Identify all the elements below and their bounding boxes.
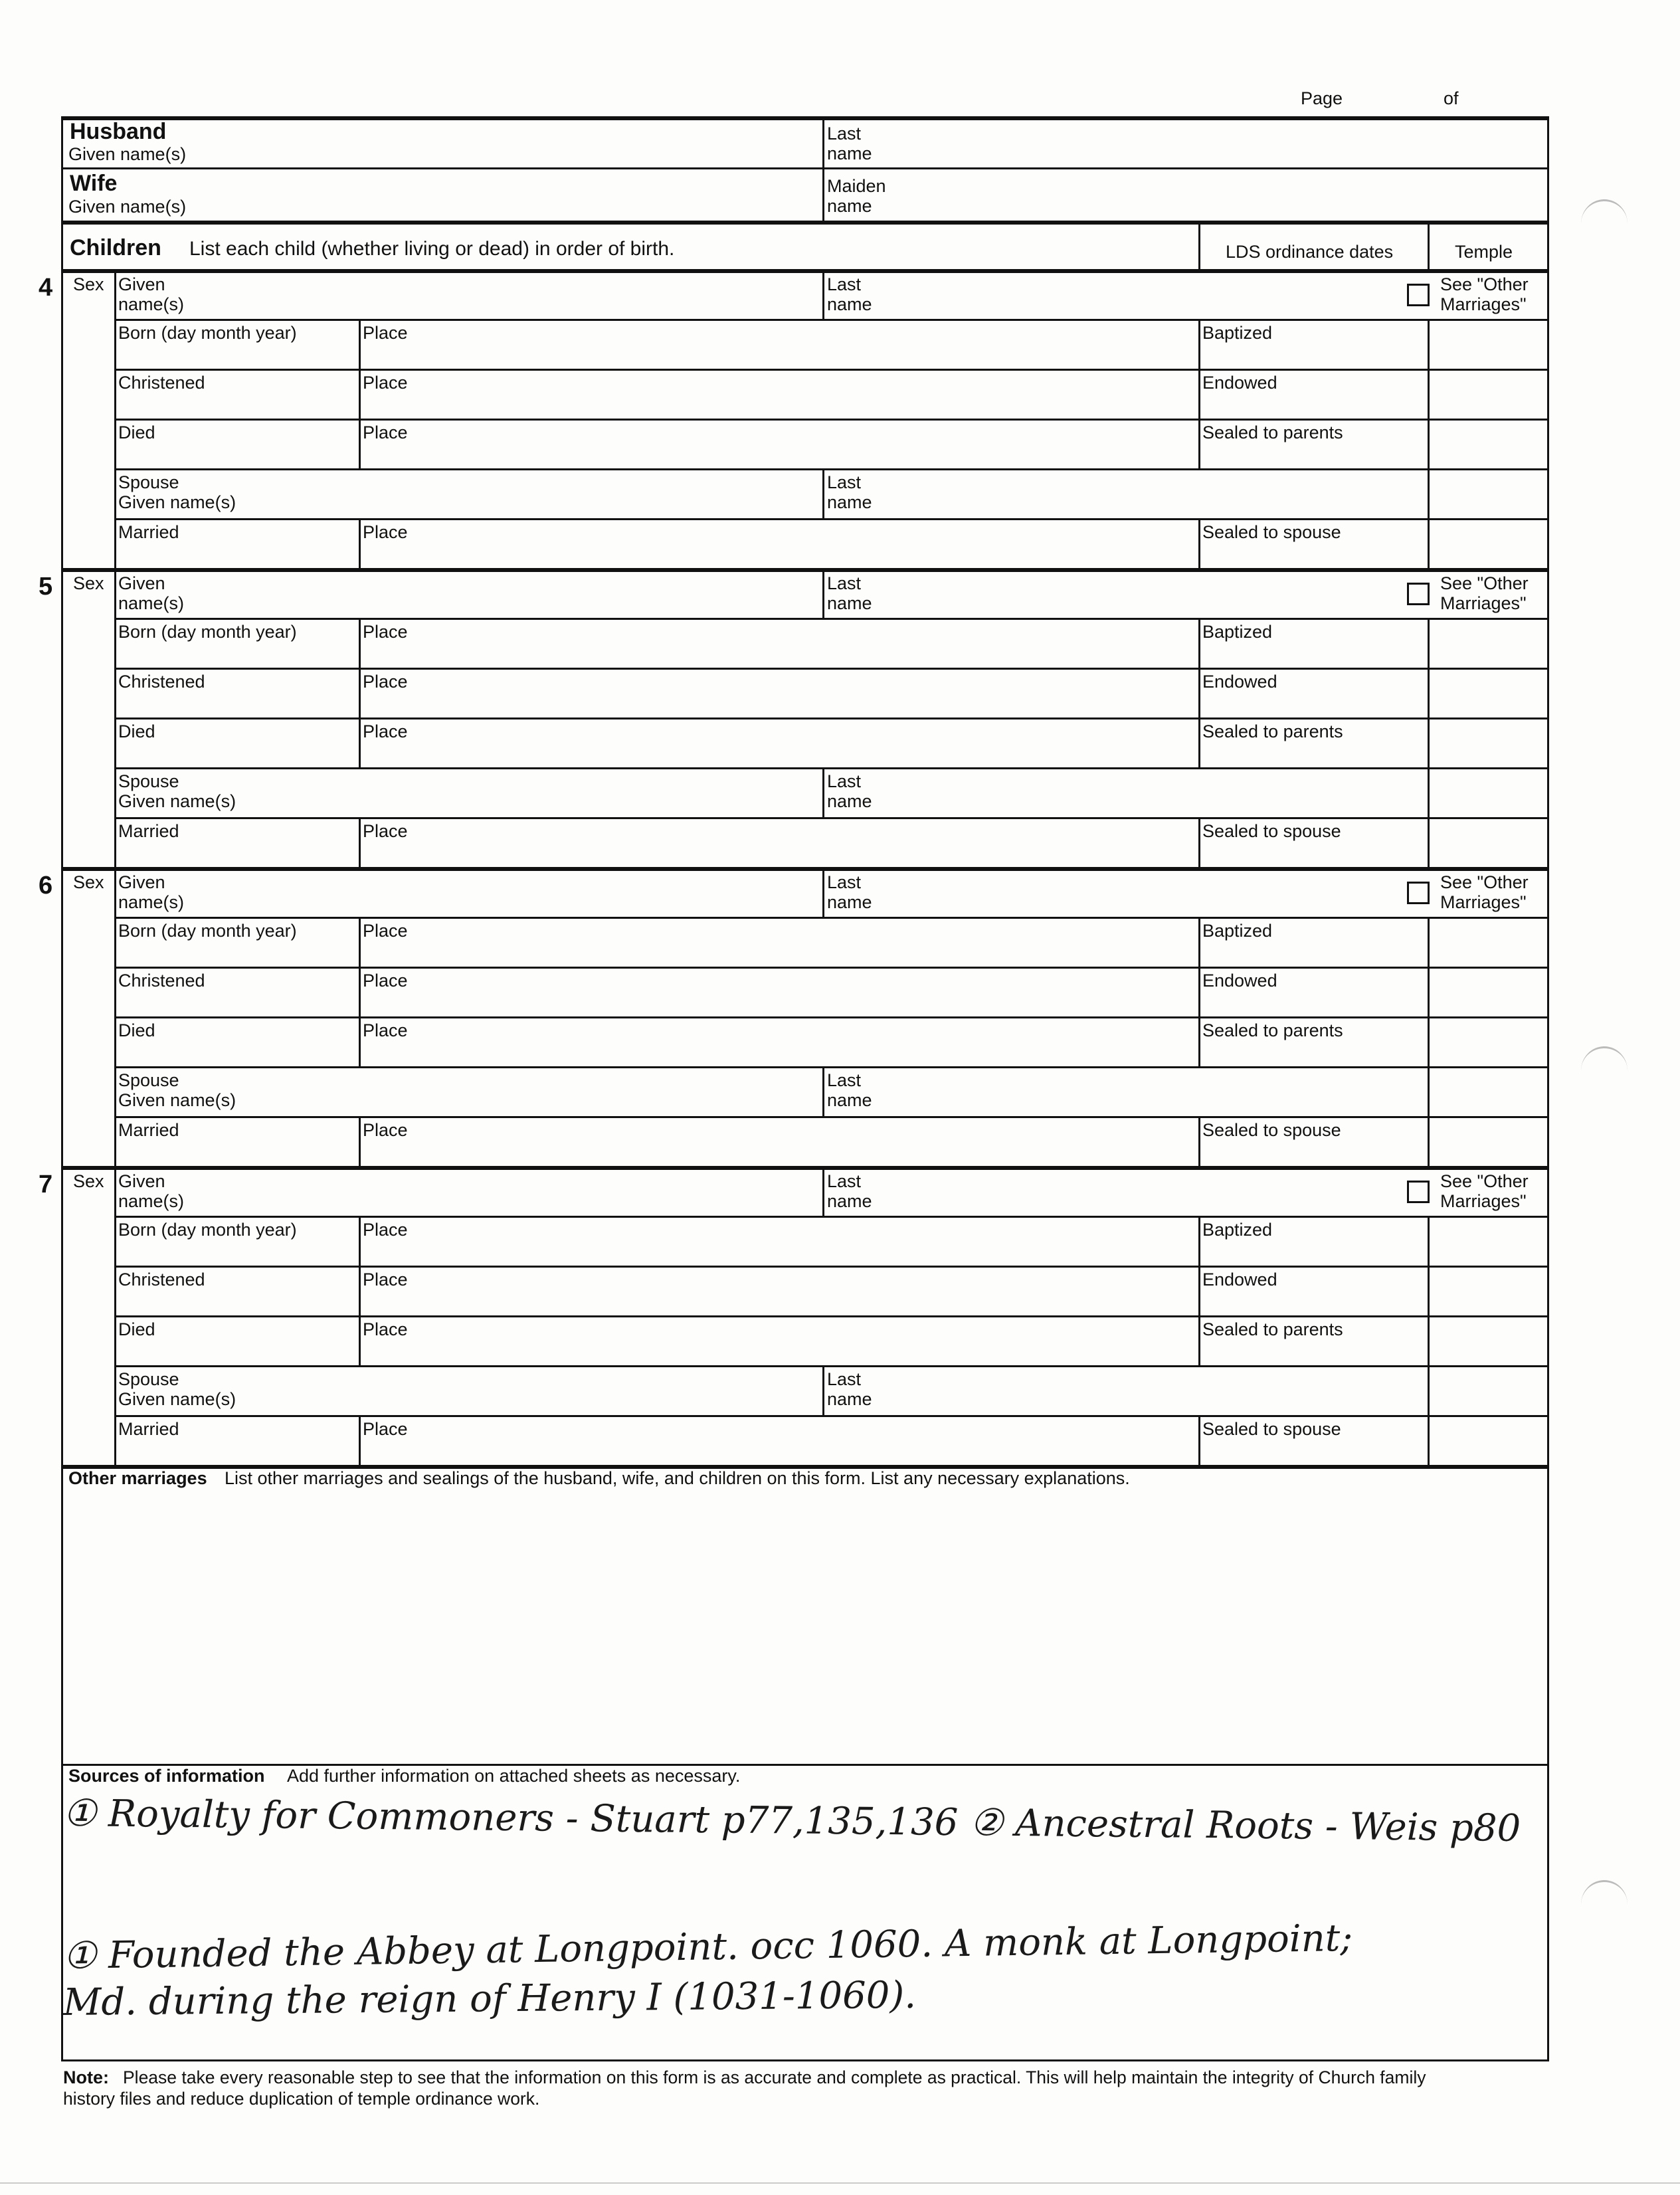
married-label: Married xyxy=(118,1419,179,1439)
other-marriages-instruction: List other marriages and sealings of the husband, wife, and children on this form. List any necessary explanations. xyxy=(225,1468,1130,1488)
given-label-2: name(s) xyxy=(118,1191,185,1211)
place-label: Place xyxy=(363,1419,408,1439)
died-label: Died xyxy=(118,721,155,741)
last-label: Last xyxy=(827,1171,862,1191)
children-title: Children xyxy=(70,235,161,260)
died-label: Died xyxy=(118,1319,155,1339)
place-label: Place xyxy=(363,921,408,941)
last-label-2: name xyxy=(827,892,872,912)
born-label: Born (day month year) xyxy=(118,323,297,343)
given-label: Given xyxy=(118,872,165,892)
married-label: Married xyxy=(118,522,179,542)
sex-label: Sex xyxy=(73,573,104,593)
handwritten-note-line-1: ① Founded the Abbey at Longpoint. occ 1060. A monk at Longpoint; xyxy=(62,1916,1353,1978)
married-label: Married xyxy=(118,821,179,841)
baptized-label: Baptized xyxy=(1202,622,1273,642)
last-label: Last xyxy=(827,872,862,892)
baptized-label: Baptized xyxy=(1202,1220,1273,1240)
note-text-line-2: history files and reduce duplication of temple ordinance work. xyxy=(63,2089,540,2109)
lds-ordinance-label: LDS ordinance dates xyxy=(1226,242,1394,262)
spouse-last-label: Last xyxy=(827,771,862,791)
christened-label: Christened xyxy=(118,373,205,393)
note-text-line-1: Please take every reasonable step to see that the information on this form is as accurate and complete as practical. This will help maintain the integrity of Church family xyxy=(123,2067,1426,2087)
see-other-marriages-checkbox[interactable] xyxy=(1407,284,1430,306)
see-other-marriages-label: See "Other xyxy=(1440,573,1529,593)
husband-last-label: Last xyxy=(827,124,862,143)
baptized-label: Baptized xyxy=(1202,921,1273,941)
given-label: Given xyxy=(118,1171,165,1191)
spouse-label: Spouse xyxy=(118,771,179,791)
born-label: Born (day month year) xyxy=(118,1220,297,1240)
see-other-marriages-label: See "Other xyxy=(1440,274,1529,294)
place-label: Place xyxy=(363,622,408,642)
place-label: Place xyxy=(363,821,408,841)
place-label: Place xyxy=(363,373,408,393)
baptized-label: Baptized xyxy=(1202,323,1273,343)
page-label: Page xyxy=(1301,88,1343,108)
sealed-to-spouse-label: Sealed to spouse xyxy=(1202,821,1341,841)
spouse-last-label-2: name xyxy=(827,1090,872,1110)
wife-title: Wife xyxy=(70,171,118,196)
child-number: 7 xyxy=(39,1171,53,1198)
endowed-label: Endowed xyxy=(1202,971,1277,991)
place-label: Place xyxy=(363,522,408,542)
wife-given-label: Given name(s) xyxy=(68,197,187,217)
spouse-last-label: Last xyxy=(827,472,862,492)
sealed-to-spouse-label: Sealed to spouse xyxy=(1202,522,1341,542)
spouse-given-label: Given name(s) xyxy=(118,791,236,811)
see-other-marriages-checkbox[interactable] xyxy=(1407,882,1430,904)
given-label-2: name(s) xyxy=(118,294,185,314)
christened-label: Christened xyxy=(118,971,205,991)
spouse-given-label: Given name(s) xyxy=(118,1090,236,1110)
endowed-label: Endowed xyxy=(1202,1270,1277,1289)
binder-hole-mark xyxy=(1581,199,1628,248)
last-label-2: name xyxy=(827,1191,872,1211)
last-label-2: name xyxy=(827,294,872,314)
place-label: Place xyxy=(363,1319,408,1339)
of-label: of xyxy=(1444,88,1459,108)
sealed-to-parents-label: Sealed to parents xyxy=(1202,1319,1343,1339)
wife-maiden-label: Maiden xyxy=(827,176,886,196)
married-label: Married xyxy=(118,1120,179,1140)
sources-title: Sources of information xyxy=(68,1766,265,1786)
last-label: Last xyxy=(827,573,862,593)
christened-label: Christened xyxy=(118,672,205,692)
place-label: Place xyxy=(363,323,408,343)
page-bottom-edge xyxy=(0,2182,1680,2184)
see-other-marriages-label: See "Other xyxy=(1440,872,1529,892)
place-label: Place xyxy=(363,672,408,692)
husband-title: Husband xyxy=(70,119,167,144)
children-instruction: List each child (whether living or dead) in order of birth. xyxy=(189,238,675,260)
given-label-2: name(s) xyxy=(118,593,185,613)
christened-label: Christened xyxy=(118,1270,205,1289)
see-other-marriages-checkbox[interactable] xyxy=(1407,1181,1430,1203)
see-other-marriages-checkbox[interactable] xyxy=(1407,583,1430,605)
born-label: Born (day month year) xyxy=(118,622,297,642)
temple-label: Temple xyxy=(1455,242,1513,262)
child-number: 5 xyxy=(39,573,53,601)
given-label: Given xyxy=(118,573,165,593)
died-label: Died xyxy=(118,1020,155,1040)
other-marriages-title: Other marriages xyxy=(68,1468,207,1488)
endowed-label: Endowed xyxy=(1202,373,1277,393)
place-label: Place xyxy=(363,1120,408,1140)
given-label: Given xyxy=(118,274,165,294)
binder-hole-mark xyxy=(1581,1880,1628,1929)
spouse-last-label: Last xyxy=(827,1369,862,1389)
place-label: Place xyxy=(363,423,408,442)
see-other-marriages-label-2: Marriages" xyxy=(1440,593,1527,613)
spouse-label: Spouse xyxy=(118,1070,179,1090)
place-label: Place xyxy=(363,1270,408,1289)
endowed-label: Endowed xyxy=(1202,672,1277,692)
died-label: Died xyxy=(118,423,155,442)
place-label: Place xyxy=(363,971,408,991)
see-other-marriages-label-2: Marriages" xyxy=(1440,892,1527,912)
sealed-to-parents-label: Sealed to parents xyxy=(1202,423,1343,442)
spouse-given-label: Given name(s) xyxy=(118,492,236,512)
husband-last-label-2: name xyxy=(827,143,872,163)
see-other-marriages-label: See "Other xyxy=(1440,1171,1529,1191)
husband-given-label: Given name(s) xyxy=(68,144,187,164)
sex-label: Sex xyxy=(73,872,104,892)
handwritten-source-line-1: ① Royalty for Commoners - Stuart p77,135,136 ② Ancestral Roots - Weis p80 xyxy=(62,1792,1521,1850)
last-label: Last xyxy=(827,274,862,294)
spouse-label: Spouse xyxy=(118,1369,179,1389)
spouse-last-label: Last xyxy=(827,1070,862,1090)
binder-hole-mark xyxy=(1581,1046,1628,1095)
spouse-given-label: Given name(s) xyxy=(118,1389,236,1409)
born-label: Born (day month year) xyxy=(118,921,297,941)
sources-instruction: Add further information on attached sheets as necessary. xyxy=(287,1766,741,1786)
sex-label: Sex xyxy=(73,1171,104,1191)
sealed-to-spouse-label: Sealed to spouse xyxy=(1202,1419,1341,1439)
handwritten-note-line-2: Md. during the reign of Henry I (1031-1060). xyxy=(62,1973,917,2024)
spouse-last-label-2: name xyxy=(827,791,872,811)
see-other-marriages-label-2: Marriages" xyxy=(1440,1191,1527,1211)
spouse-last-label-2: name xyxy=(827,492,872,512)
spouse-label: Spouse xyxy=(118,472,179,492)
place-label: Place xyxy=(363,1220,408,1240)
other-marriages-area[interactable] xyxy=(64,1491,1545,1761)
sealed-to-spouse-label: Sealed to spouse xyxy=(1202,1120,1341,1140)
sex-label: Sex xyxy=(73,274,104,294)
place-label: Place xyxy=(363,1020,408,1040)
wife-maiden-label-2: name xyxy=(827,196,872,216)
sealed-to-parents-label: Sealed to parents xyxy=(1202,721,1343,741)
place-label: Place xyxy=(363,721,408,741)
given-label-2: name(s) xyxy=(118,892,185,912)
child-number: 6 xyxy=(39,872,53,900)
child-number: 4 xyxy=(39,274,53,302)
last-label-2: name xyxy=(827,593,872,613)
see-other-marriages-label-2: Marriages" xyxy=(1440,294,1527,314)
note-title: Note: xyxy=(63,2067,109,2087)
sealed-to-parents-label: Sealed to parents xyxy=(1202,1020,1343,1040)
spouse-last-label-2: name xyxy=(827,1389,872,1409)
